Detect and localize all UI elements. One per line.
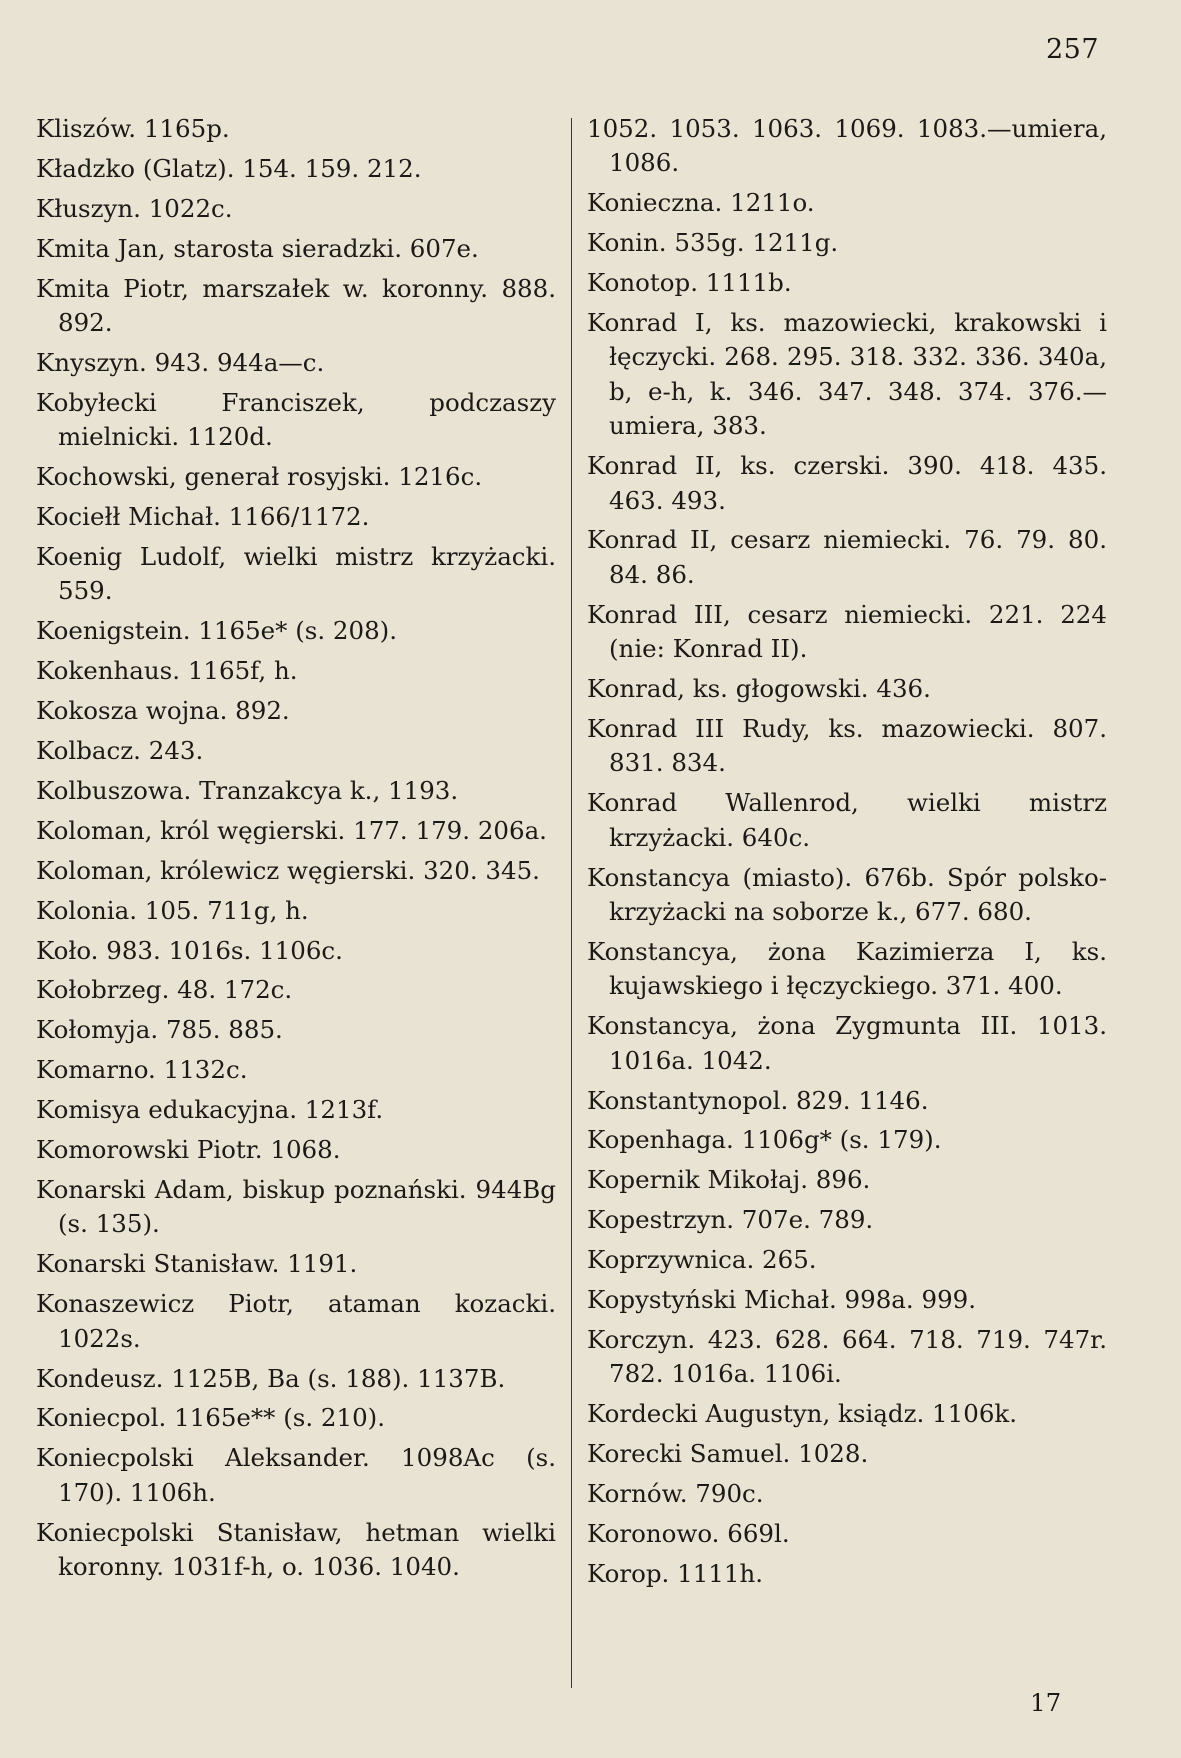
index-entry: Koloman, królewicz węgierski. 320. 345. bbox=[36, 855, 540, 885]
index-entry: Konstancya (miasto). 676b. Spór polsko-krzyżacki na soborze k., 677. 680. bbox=[587, 862, 1107, 927]
index-entry: Kokosza wojna. 892. bbox=[36, 696, 290, 726]
index-entry: Knyszyn. 943. 944a—c. bbox=[36, 347, 325, 377]
index-column-left bbox=[36, 112, 556, 1590]
index-entry: Konrad I, ks. mazowiecki, krakowski i łęczycki. 268. 295. 318. 332. 336. 340a, b, e-h, k. 346. 347. 348. 374. 376.—umiera, 383. bbox=[587, 308, 1107, 441]
index-entry: Konotop. 1111b. bbox=[587, 268, 792, 298]
index-entry: Kobyłecki Franciszek, podczaszy mielnicki. 1120d. bbox=[36, 387, 556, 452]
index-entry: Kochowski, generał rosyjski. 1216c. bbox=[36, 462, 483, 492]
index-entry: Kłuszyn. 1022c. bbox=[36, 193, 233, 223]
index-entry: Konarski Stanisław. 1191. bbox=[36, 1249, 358, 1279]
index-entry: Kociełł Michał. 1166/1172. bbox=[36, 502, 370, 532]
index-entry: Konarski Adam, biskup poznański. 944Bg (s. 135). bbox=[36, 1174, 556, 1239]
index-entry: Kopernik Mikołaj. 896. bbox=[587, 1165, 871, 1195]
index-entry: Konrad, ks. głogowski. 436. bbox=[587, 674, 931, 704]
index-entry: Kmita Jan, starosta sieradzki. 607e. bbox=[36, 233, 479, 263]
index-entry: Korop. 1111h. bbox=[587, 1558, 764, 1588]
column-divider bbox=[571, 118, 572, 1688]
index-entry: Kolbacz. 243. bbox=[36, 736, 204, 765]
index-entry: Kopenhaga. 1106g* (s. 179). bbox=[587, 1125, 942, 1155]
index-entry: Koenig Ludolf, wielki mistrz krzyżacki. 559. bbox=[36, 541, 556, 606]
index-entry: Konaszewicz Piotr, ataman kozacki. 1022s. bbox=[36, 1289, 556, 1353]
index-entry: Koenigstein. 1165e* (s. 208). bbox=[36, 616, 398, 646]
index-entry: Kokenhaus. 1165f, h. bbox=[36, 656, 298, 686]
index-entry: Kołobrzeg. 48. 172c. bbox=[36, 975, 293, 1005]
index-entry: Koniecpol. 1165e** (s. 210). bbox=[36, 1403, 386, 1433]
index-entry: Konstancya, żona Zygmunta III. 1013. 1016a. 1042. bbox=[587, 1011, 1107, 1075]
index-entry: Konstancya, żona Kazimierza I, ks. kujawskiego i łęczyckiego. 371. 400. bbox=[587, 936, 1107, 1001]
index-entry: Komorowski Piotr. 1068. bbox=[36, 1135, 341, 1165]
index-entry: Korczyn. 423. 628. 664. 718. 719. 747r. 782. 1016a. 1106i. bbox=[587, 1325, 1107, 1389]
index-entry: Konrad III Rudy, ks. mazowiecki. 807. 831. 834. bbox=[587, 714, 1107, 778]
index-entry: Konrad Wallenrod, wielki mistrz krzyżacki. 640c. bbox=[587, 788, 1107, 852]
index-entry: Kordecki Augustyn, ksiądz. 1106k. bbox=[587, 1399, 1018, 1429]
index-entry: Konieczna. 1211o. bbox=[587, 188, 815, 218]
index-column-right bbox=[587, 112, 1107, 1597]
index-entry: Korecki Samuel. 1028. bbox=[587, 1439, 869, 1469]
index-entry: 1052. 1053. 1063. 1069. 1083.—umiera, 1086. bbox=[587, 114, 1107, 178]
index-entry: Konrad II, ks. czerski. 390. 418. 435. 463. 493. bbox=[587, 451, 1107, 515]
index-entry: Koniecpolski Aleksander. 1098Ac (s. 170). 1106h. bbox=[36, 1443, 556, 1507]
index-entry: Kopystyński Michał. 998a. 999. bbox=[587, 1285, 977, 1315]
index-entry: Koło. 983. 1016s. 1106c. bbox=[36, 935, 343, 965]
index-entry: Kmita Piotr, marszałek w. koronny. 888. 892. bbox=[36, 273, 556, 338]
index-entry: Komarno. 1132c. bbox=[36, 1055, 248, 1085]
index-entry: Koloman, król węgierski. 177. 179. 206a. bbox=[36, 815, 547, 845]
index-entry: Kołomyja. 785. 885. bbox=[36, 1015, 283, 1045]
index-entry: Konrad II, cesarz niemiecki. 76. 79. 80. 84. 86. bbox=[587, 525, 1107, 589]
index-entry: Kładzko (Glatz). 154. 159. 212. bbox=[36, 153, 422, 183]
index-entry: Kliszów. 1165p. bbox=[36, 114, 230, 143]
index-entry: Konrad III, cesarz niemiecki. 221. 224 (nie: Konrad II). bbox=[587, 599, 1107, 664]
index-entry: Koniecpolski Stanisław, hetman wielki koronny. 1031f-h, o. 1036. 1040. bbox=[36, 1517, 556, 1582]
signature-mark: 17 bbox=[1030, 1688, 1062, 1717]
index-entry: Kornów. 790c. bbox=[587, 1479, 764, 1509]
index-entry: Koronowo. 669l. bbox=[587, 1519, 790, 1549]
index-entry: Komisya edukacyjna. 1213f. bbox=[36, 1095, 384, 1125]
index-entry: Konstantynopol. 829. 1146. bbox=[587, 1085, 929, 1115]
index-entry: Kopestrzyn. 707e. 789. bbox=[587, 1205, 874, 1235]
page-number: 257 bbox=[1046, 34, 1100, 65]
index-entry: Kolonia. 105. 711g, h. bbox=[36, 895, 309, 925]
index-entry: Koprzywnica. 265. bbox=[587, 1245, 817, 1275]
index-entry: Kondeusz. 1125B, Ba (s. 188). 1137B. bbox=[36, 1363, 506, 1393]
index-entry: Kolbuszowa. Tranzakcya k., 1193. bbox=[36, 775, 459, 805]
index-entry: Konin. 535g. 1211g. bbox=[587, 228, 839, 258]
